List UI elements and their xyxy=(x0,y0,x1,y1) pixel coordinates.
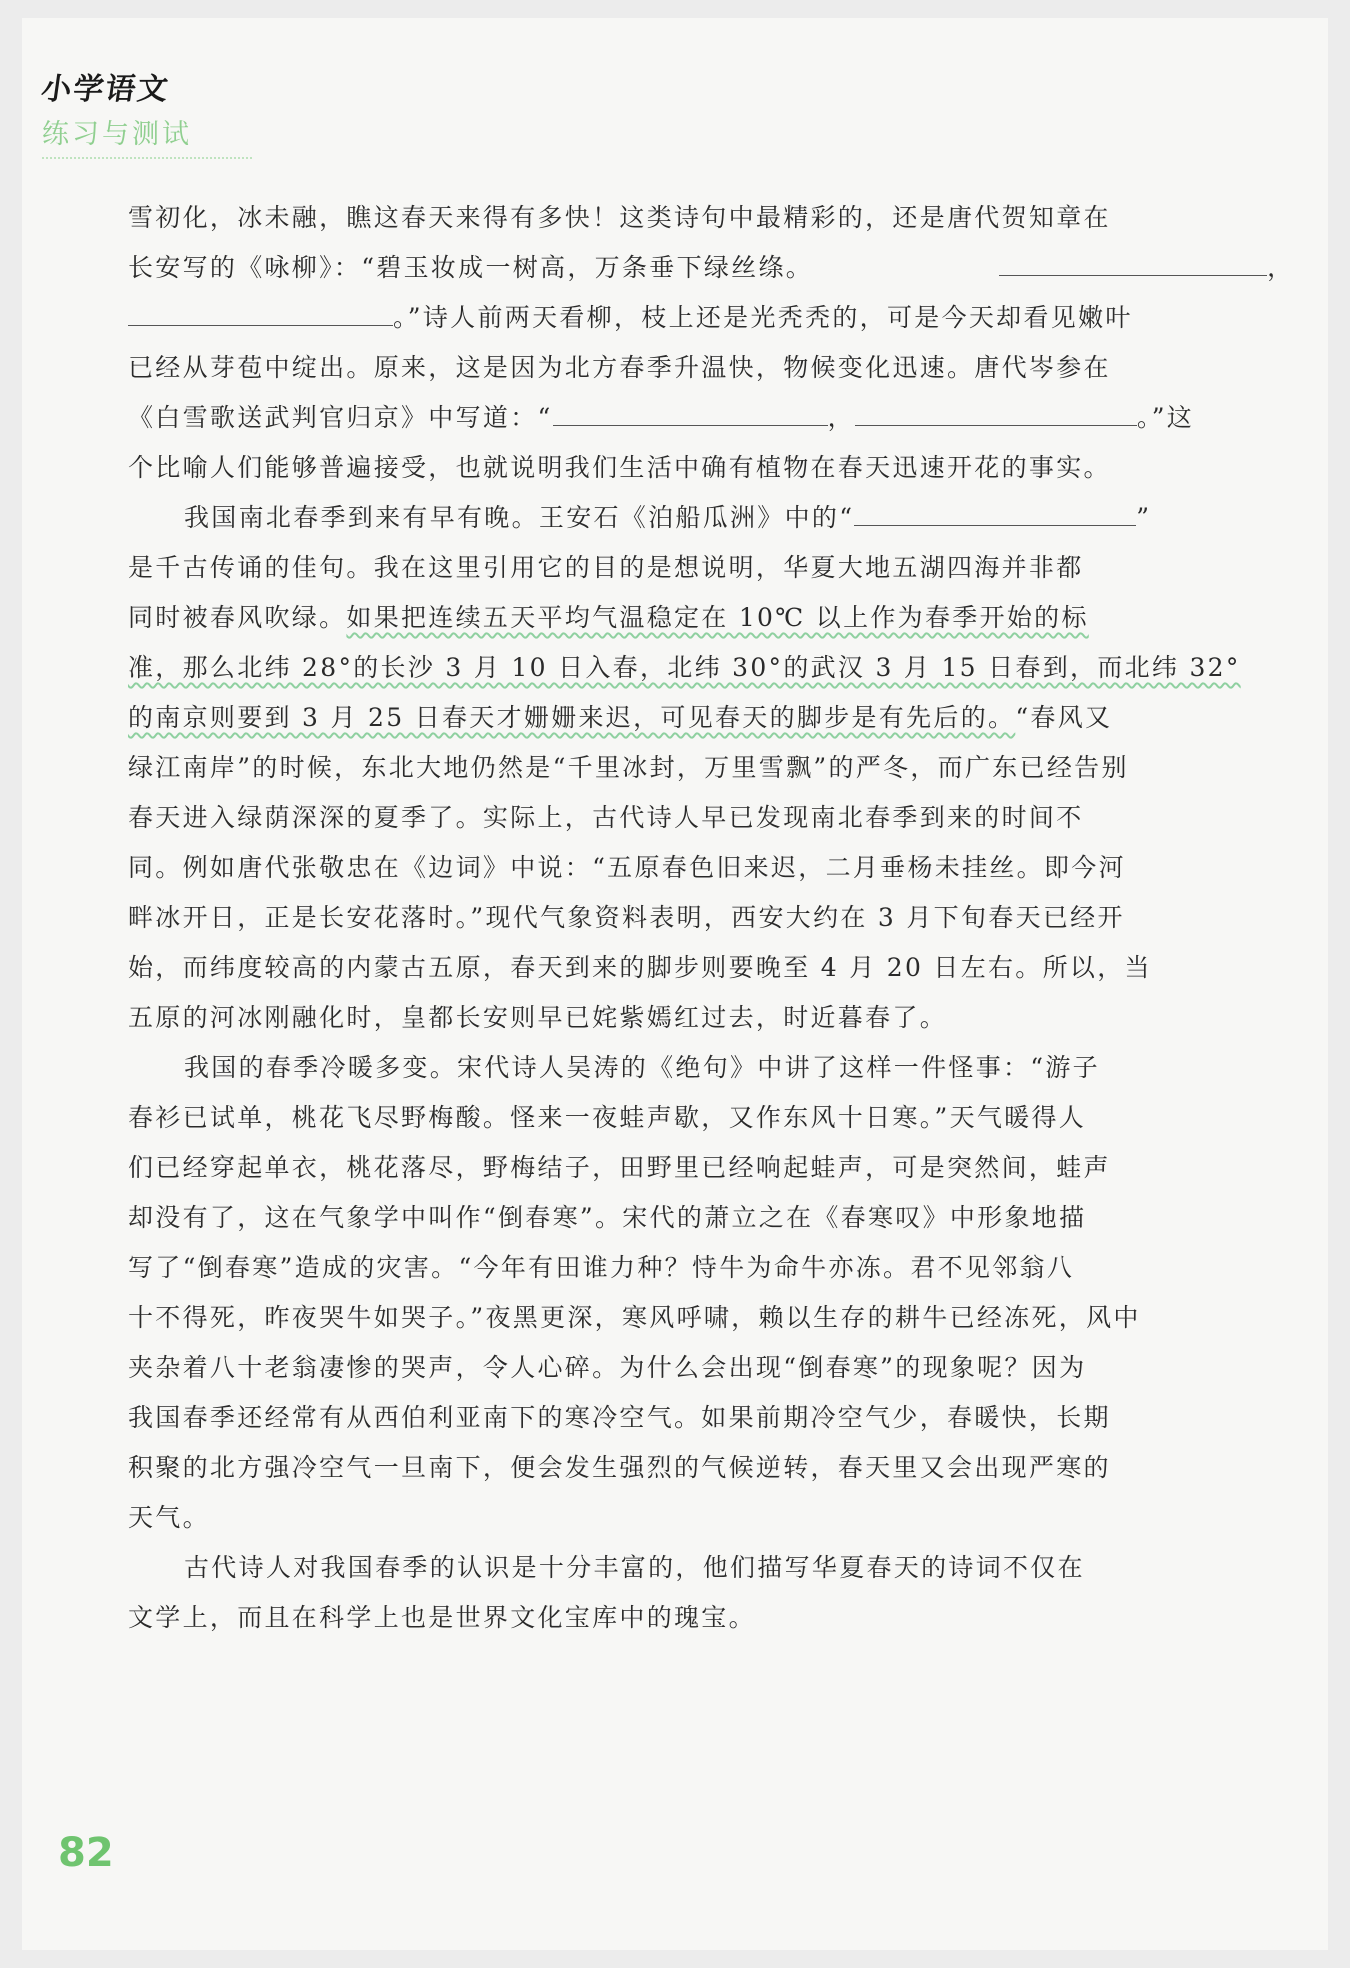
text-line: 天气。 xyxy=(128,1503,210,1532)
text-segment: 《白雪歌送武判官归京》中写道：“ xyxy=(128,403,553,432)
text-line xyxy=(128,643,1241,693)
text-line xyxy=(128,493,1210,543)
text-segment: ， xyxy=(827,403,855,432)
text-segment: 。”这 xyxy=(1136,403,1195,432)
text-segment: 我国南北春季到来有早有晚。王安石《泊船瓜洲》中的“ xyxy=(184,503,855,532)
text-line: 古代诗人对我国春季的认识是十分丰富的，他们描写华夏春天的诗词不仅在 xyxy=(184,1553,1085,1582)
text-line: 写了“倒春寒”造成的灾害。“今年有田谁力种？恃牛为命牛亦冻。君不见邻翁八 xyxy=(128,1253,1075,1282)
text-line: 却没有了，这在气象学中叫作“倒春寒”。宋代的萧立之在《春寒叹》中形象地描 xyxy=(128,1203,1087,1232)
text-line: 我国春季还经常有从西伯利亚南下的寒冷空气。如果前期冷空气少，春暖快，长期 xyxy=(128,1403,1111,1432)
text-line: 积聚的北方强冷空气一旦南下，便会发生强烈的气候逆转，春天里又会出现严寒的 xyxy=(128,1453,1111,1482)
series-subtitle: 练习与测试 xyxy=(42,112,252,159)
text-line xyxy=(128,293,1210,343)
underlined-text: 如果把连续五天平均气温稳定在 10℃ 以上作为春季开始的标 xyxy=(346,603,1089,632)
text-line: 是千古传诵的佳句。我在这里引用它的目的是想说明，华夏大地五湖四海并非都 xyxy=(128,553,1084,582)
text-line: 春天进入绿荫深深的夏季了。实际上，古代诗人早已发现南北春季到来的时间不 xyxy=(128,803,1084,832)
text-segment: “春风又 xyxy=(1015,703,1113,732)
book-header xyxy=(39,64,252,159)
text-line: 个比喻人们能够普遍接受，也就说明我们生活中确有植物在春天迅速开花的事实。 xyxy=(128,453,1111,482)
series-title: 小学语文 xyxy=(39,72,172,107)
text-line: 春衫已试单，桃花飞尽野梅酸。怪来一夜蛙声歇，又作东风十日寒。”天气暖得人 xyxy=(128,1103,1087,1132)
text-segment: ， xyxy=(1267,253,1295,282)
text-line: 十不得死，昨夜哭牛如哭子。”夜黑更深，寒风呼啸，赖以生存的耕牛已经冻死，风中 xyxy=(128,1303,1141,1332)
text-line: 文学上，而且在科学上也是世界文化宝库中的瑰宝。 xyxy=(128,1603,756,1632)
text-segment: 同时被春风吹绿。 xyxy=(128,603,347,632)
text-line xyxy=(128,243,1295,293)
text-line: 已经从芽苞中绽出。原来，这是因为北方春季升温快，物候变化迅速。唐代岑参在 xyxy=(128,353,1111,382)
text-line: 同。例如唐代张敬忠在《边词》中说：“五原春色旧来迟，二月垂杨未挂丝。即今河 xyxy=(128,853,1126,882)
page-number: 82 xyxy=(58,1830,114,1876)
underlined-text: 的南京则要到 3 月 25 日春天才姗姗来迟，可见春天的脚步是有先后的。 xyxy=(128,703,1016,732)
underlined-text: 准，那么北纬 28°的长沙 3 月 10 日入春，北纬 30°的武汉 3 月 15 日春到，而北纬 32° xyxy=(128,653,1241,682)
text-line: 雪初化，冰未融，瞧这春天来得有多快！这类诗句中最精彩的，还是唐代贺知章在 xyxy=(128,203,1111,232)
answer-blank[interactable] xyxy=(854,495,1136,526)
text-line: 五原的河冰刚融化时，皇都长安则早已姹紫嫣红过去，时近暮春了。 xyxy=(128,1003,948,1032)
text-line xyxy=(128,393,1210,443)
text-line xyxy=(128,593,1210,643)
text-segment: ” xyxy=(1136,503,1152,532)
text-line: 畔冰开日，正是长安花落时。”现代气象资料表明，西安大约在 3 月下旬春天已经开 xyxy=(128,903,1125,932)
text-line: 绿江南岸”的时候，东北大地仍然是“千里冰封，万里雪飘”的严冬，而广东已经告别 xyxy=(128,753,1129,782)
text-line xyxy=(128,693,1210,743)
article-body xyxy=(128,193,1295,1643)
text-line: 夹杂着八十老翁凄惨的哭声，令人心碎。为什么会出现“倒春寒”的现象呢？因为 xyxy=(128,1353,1087,1382)
text-line: 们已经穿起单衣，桃花落尽，野梅结子，田野里已经响起蛙声，可是突然间，蛙声 xyxy=(128,1153,1111,1182)
text-segment: 。”诗人前两天看柳，枝上还是光秃秃的，可是今天却看见嫩叶 xyxy=(393,303,1133,332)
text-line: 始，而纬度较高的内蒙古五原，春天到来的脚步则要晚至 4 月 20 日左右。所以，当 xyxy=(128,953,1152,982)
text-line: 我国的春季冷暖多变。宋代诗人吴涛的《绝句》中讲了这样一件怪事：“游子 xyxy=(184,1053,1100,1082)
answer-blank[interactable] xyxy=(855,395,1137,426)
answer-blank[interactable] xyxy=(999,245,1267,276)
answer-blank[interactable] xyxy=(128,295,393,326)
text-segment: 长安写的《咏柳》：“碧玉妆成一树高，万条垂下绿丝绦。 xyxy=(128,253,814,282)
answer-blank[interactable] xyxy=(553,395,828,426)
